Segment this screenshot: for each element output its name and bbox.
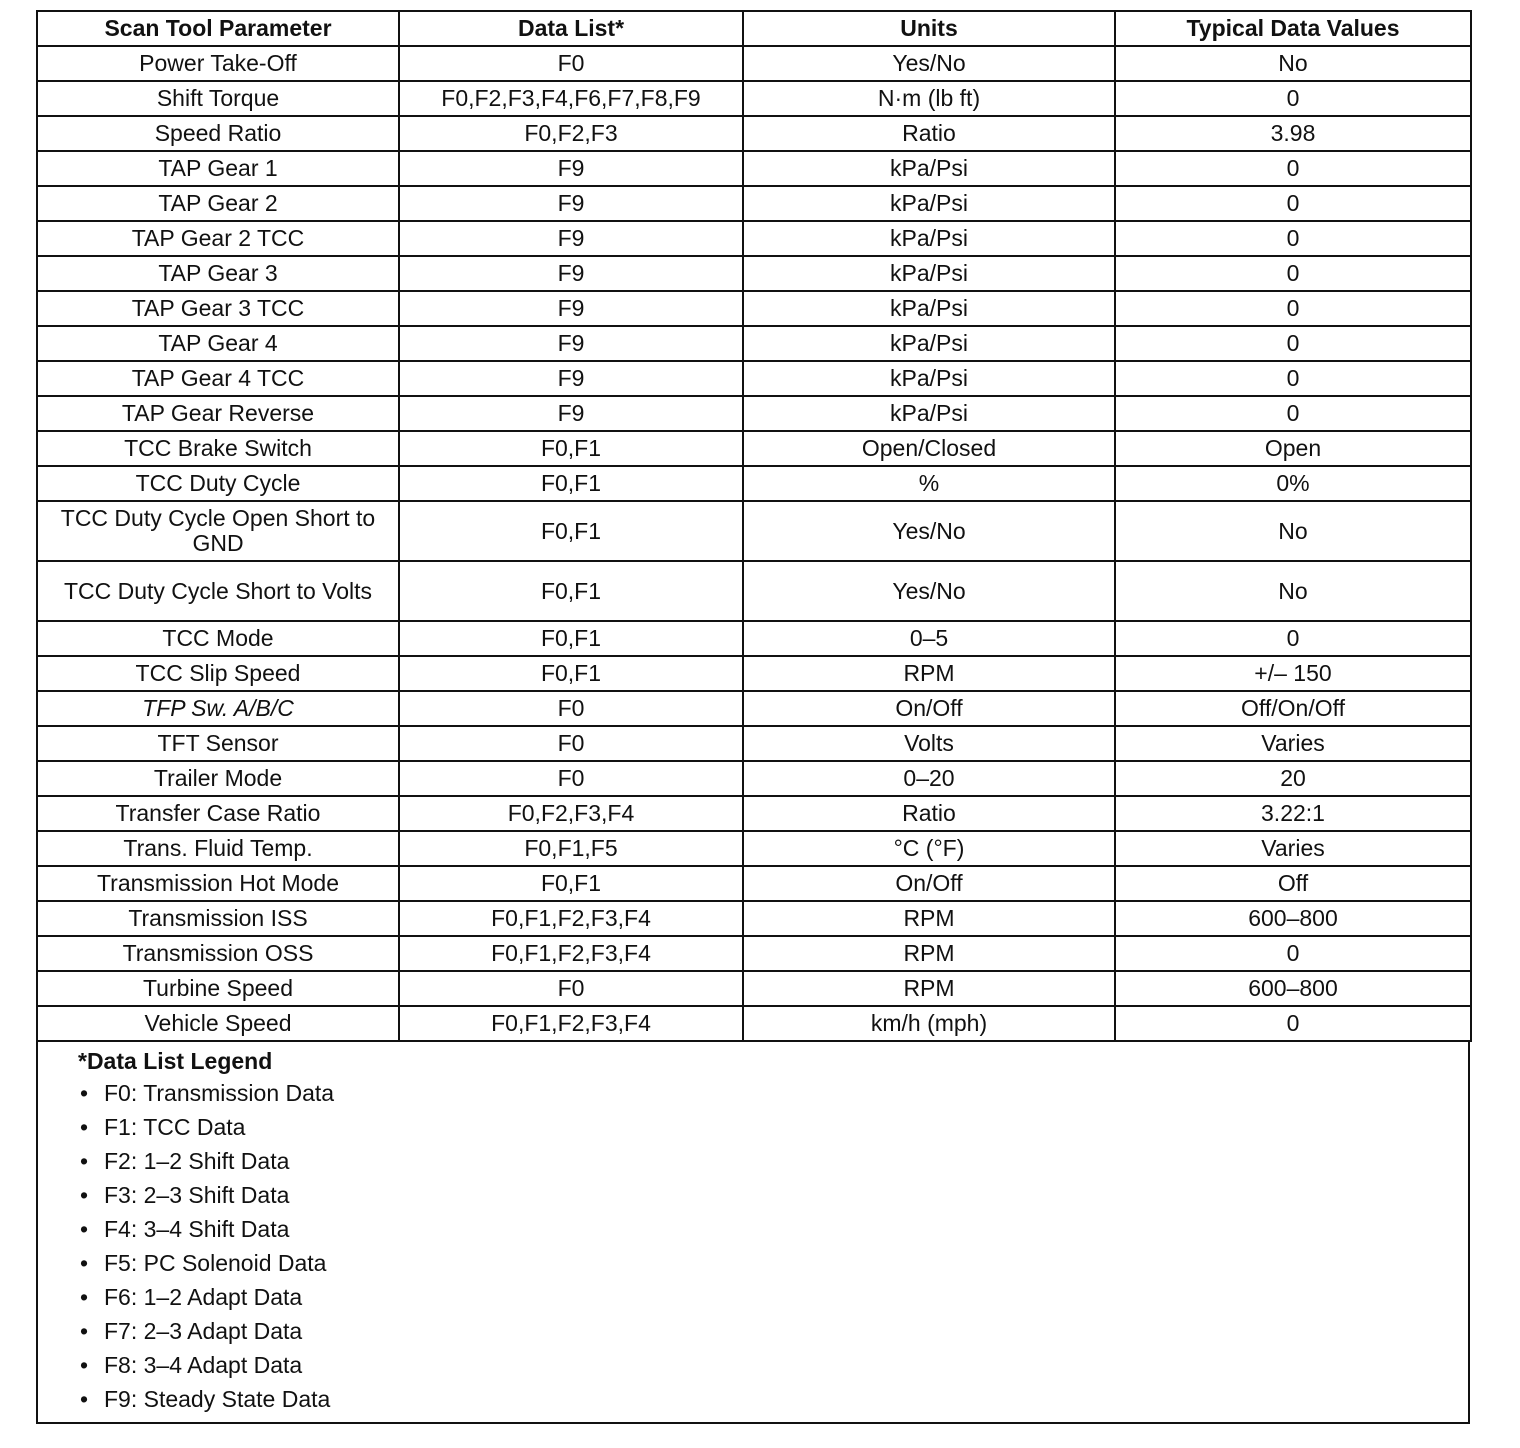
typical-value-cell: 600–800 (1115, 901, 1471, 936)
units-cell: kPa/Psi (743, 361, 1115, 396)
param-cell: TCC Duty Cycle Short to Volts (37, 561, 399, 621)
legend-item (80, 1348, 1468, 1382)
data-list-legend (36, 1042, 1470, 1424)
legend-item-text: F8: 3–4 Adapt Data (104, 1352, 303, 1378)
data-list-cell: F9 (399, 291, 743, 326)
legend-item-text: F6: 1–2 Adapt Data (104, 1284, 303, 1310)
table-row (37, 396, 1471, 431)
table-row (37, 186, 1471, 221)
legend-item (80, 1280, 1468, 1314)
data-list-cell: F0 (399, 971, 743, 1006)
typical-value-cell: Off/On/Off (1115, 691, 1471, 726)
param-cell: Turbine Speed (37, 971, 399, 1006)
units-cell: kPa/Psi (743, 326, 1115, 361)
legend-item-text: F9: Steady State Data (104, 1386, 331, 1412)
table-row (37, 656, 1471, 691)
data-list-cell: F9 (399, 396, 743, 431)
typical-value-cell: 0 (1115, 256, 1471, 291)
units-cell: On/Off (743, 691, 1115, 726)
legend-item-text: F1: TCC Data (104, 1114, 246, 1140)
typical-value-cell: 0 (1115, 151, 1471, 186)
scan-tool-parameter-table (36, 10, 1472, 1042)
bullet-icon: • (80, 1216, 89, 1242)
data-list-cell: F0,F2,F3 (399, 116, 743, 151)
table-row (37, 901, 1471, 936)
param-cell: TFT Sensor (37, 726, 399, 761)
legend-item-text: F2: 1–2 Shift Data (104, 1148, 290, 1174)
bullet-icon: • (80, 1284, 89, 1310)
typical-value-cell: 20 (1115, 761, 1471, 796)
param-cell: TAP Gear 3 (37, 256, 399, 291)
param-cell: TAP Gear 1 (37, 151, 399, 186)
table-row (37, 726, 1471, 761)
typical-value-cell: +/– 150 (1115, 656, 1471, 691)
legend-item (80, 1110, 1468, 1144)
legend-item (80, 1076, 1468, 1110)
param-cell: TCC Mode (37, 621, 399, 656)
typical-value-cell: Open (1115, 431, 1471, 466)
units-cell: 0–5 (743, 621, 1115, 656)
table-row (37, 501, 1471, 561)
param-cell: TAP Gear 2 (37, 186, 399, 221)
units-cell: RPM (743, 656, 1115, 691)
units-cell: Open/Closed (743, 431, 1115, 466)
legend-item (80, 1314, 1468, 1348)
bullet-icon: • (80, 1386, 89, 1412)
param-cell: Transmission OSS (37, 936, 399, 971)
header-units: Units (743, 11, 1115, 46)
data-list-cell: F0,F2,F3,F4 (399, 796, 743, 831)
table-row (37, 431, 1471, 466)
units-cell: kPa/Psi (743, 151, 1115, 186)
typical-value-cell: 0 (1115, 326, 1471, 361)
legend-item (80, 1178, 1468, 1212)
header-typical-data-values: Typical Data Values (1115, 11, 1471, 46)
typical-value-cell: 0 (1115, 396, 1471, 431)
header-scan-tool-parameter: Scan Tool Parameter (37, 11, 399, 46)
units-cell: 0–20 (743, 761, 1115, 796)
typical-value-cell: 0 (1115, 621, 1471, 656)
units-cell: Yes/No (743, 561, 1115, 621)
table-row (37, 81, 1471, 116)
param-cell: TAP Gear 2 TCC (37, 221, 399, 256)
typical-value-cell: 0 (1115, 291, 1471, 326)
table-row (37, 691, 1471, 726)
param-cell: TCC Slip Speed (37, 656, 399, 691)
units-cell: Ratio (743, 796, 1115, 831)
data-list-cell: F0,F1 (399, 431, 743, 466)
typical-value-cell: 0 (1115, 81, 1471, 116)
table-row (37, 326, 1471, 361)
units-cell: Ratio (743, 116, 1115, 151)
units-cell: Volts (743, 726, 1115, 761)
data-list-cell: F9 (399, 186, 743, 221)
units-cell: kPa/Psi (743, 186, 1115, 221)
table-row (37, 831, 1471, 866)
bullet-icon: • (80, 1080, 89, 1106)
data-list-cell: F9 (399, 361, 743, 396)
table-body (37, 46, 1471, 1041)
param-cell: TFP Sw. A/B/C (37, 691, 399, 726)
units-cell: Yes/No (743, 46, 1115, 81)
table-header-row (37, 11, 1471, 46)
data-list-cell: F0,F1,F2,F3,F4 (399, 1006, 743, 1041)
param-cell: TAP Gear Reverse (37, 396, 399, 431)
data-list-cell: F0,F1 (399, 866, 743, 901)
param-cell: Trailer Mode (37, 761, 399, 796)
legend-list (38, 1076, 1468, 1416)
bullet-icon: • (80, 1352, 89, 1378)
typical-value-cell: 0 (1115, 936, 1471, 971)
units-cell: kPa/Psi (743, 221, 1115, 256)
table-row (37, 1006, 1471, 1041)
units-cell: N·m (lb ft) (743, 81, 1115, 116)
param-cell: Transfer Case Ratio (37, 796, 399, 831)
bullet-icon: • (80, 1182, 89, 1208)
typical-value-cell: No (1115, 561, 1471, 621)
table-row (37, 466, 1471, 501)
typical-value-cell: 0 (1115, 1006, 1471, 1041)
typical-value-cell: No (1115, 501, 1471, 561)
table-row (37, 46, 1471, 81)
table-row (37, 116, 1471, 151)
units-cell: RPM (743, 901, 1115, 936)
table-row (37, 621, 1471, 656)
param-cell: Transmission Hot Mode (37, 866, 399, 901)
param-cell: TCC Duty Cycle (37, 466, 399, 501)
table-row (37, 866, 1471, 901)
bullet-icon: • (80, 1318, 89, 1344)
typical-value-cell: 600–800 (1115, 971, 1471, 1006)
param-cell: Shift Torque (37, 81, 399, 116)
param-cell: TAP Gear 4 (37, 326, 399, 361)
legend-item-text: F7: 2–3 Adapt Data (104, 1318, 303, 1344)
typical-value-cell: Varies (1115, 831, 1471, 866)
legend-item (80, 1246, 1468, 1280)
data-list-cell: F9 (399, 221, 743, 256)
units-cell: RPM (743, 971, 1115, 1006)
units-cell: On/Off (743, 866, 1115, 901)
header-data-list: Data List* (399, 11, 743, 46)
typical-value-cell: 0 (1115, 361, 1471, 396)
param-cell: Power Take-Off (37, 46, 399, 81)
data-list-cell: F0 (399, 691, 743, 726)
typical-value-cell: 0 (1115, 221, 1471, 256)
typical-value-cell: Varies (1115, 726, 1471, 761)
legend-item-text: F4: 3–4 Shift Data (104, 1216, 290, 1242)
param-cell: Vehicle Speed (37, 1006, 399, 1041)
data-list-cell: F0,F2,F3,F4,F6,F7,F8,F9 (399, 81, 743, 116)
param-cell: TAP Gear 3 TCC (37, 291, 399, 326)
table-row (37, 971, 1471, 1006)
data-list-cell: F9 (399, 326, 743, 361)
units-cell: % (743, 466, 1115, 501)
table-row (37, 291, 1471, 326)
data-list-cell: F0,F1 (399, 656, 743, 691)
data-list-cell: F0 (399, 726, 743, 761)
table-row (37, 561, 1471, 621)
data-list-cell: F9 (399, 151, 743, 186)
units-cell: kPa/Psi (743, 291, 1115, 326)
units-cell: km/h (mph) (743, 1006, 1115, 1041)
legend-title: *Data List Legend (78, 1048, 273, 1074)
table-row (37, 361, 1471, 396)
param-cell: Speed Ratio (37, 116, 399, 151)
typical-value-cell: 3.98 (1115, 116, 1471, 151)
table-row (37, 796, 1471, 831)
param-cell: Trans. Fluid Temp. (37, 831, 399, 866)
data-list-cell: F0 (399, 46, 743, 81)
units-cell: kPa/Psi (743, 396, 1115, 431)
typical-value-cell: 0 (1115, 186, 1471, 221)
bullet-icon: • (80, 1250, 89, 1276)
units-cell: kPa/Psi (743, 256, 1115, 291)
legend-item (80, 1382, 1468, 1416)
table-row (37, 256, 1471, 291)
data-list-cell: F0,F1 (399, 621, 743, 656)
scan-tool-data-sheet (36, 10, 1470, 1424)
legend-item (80, 1212, 1468, 1246)
param-cell: TAP Gear 4 TCC (37, 361, 399, 396)
data-list-cell: F0,F1,F2,F3,F4 (399, 901, 743, 936)
data-list-cell: F0 (399, 761, 743, 796)
bullet-icon: • (80, 1114, 89, 1140)
table-row (37, 221, 1471, 256)
legend-item-text: F3: 2–3 Shift Data (104, 1182, 290, 1208)
data-list-cell: F0,F1,F2,F3,F4 (399, 936, 743, 971)
table-row (37, 151, 1471, 186)
param-cell: Transmission ISS (37, 901, 399, 936)
units-cell: RPM (743, 936, 1115, 971)
data-list-cell: F9 (399, 256, 743, 291)
units-cell: Yes/No (743, 501, 1115, 561)
typical-value-cell: Off (1115, 866, 1471, 901)
data-list-cell: F0,F1 (399, 561, 743, 621)
legend-item (80, 1144, 1468, 1178)
typical-value-cell: 0% (1115, 466, 1471, 501)
table-row (37, 761, 1471, 796)
data-list-cell: F0,F1,F5 (399, 831, 743, 866)
legend-item-text: F5: PC Solenoid Data (104, 1250, 327, 1276)
table-row (37, 936, 1471, 971)
units-cell: °C (°F) (743, 831, 1115, 866)
typical-value-cell: 3.22:1 (1115, 796, 1471, 831)
bullet-icon: • (80, 1148, 89, 1174)
typical-value-cell: No (1115, 46, 1471, 81)
param-cell: TCC Brake Switch (37, 431, 399, 466)
legend-item-text: F0: Transmission Data (104, 1080, 335, 1106)
data-list-cell: F0,F1 (399, 501, 743, 561)
param-cell: TCC Duty Cycle Open Short to GND (37, 501, 399, 561)
data-list-cell: F0,F1 (399, 466, 743, 501)
